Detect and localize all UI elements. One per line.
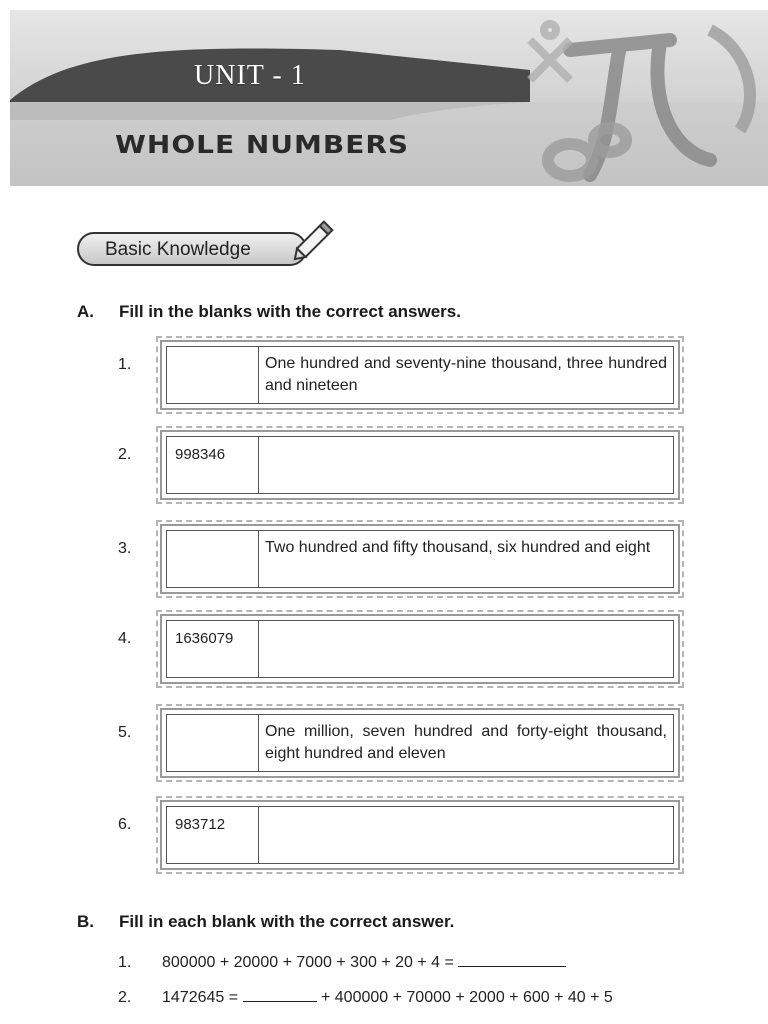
section-b-item-1-number: 1. xyxy=(118,954,132,971)
item-3-number: 3. xyxy=(118,540,132,557)
section-b-item-2-expression-left: 1472645 = xyxy=(162,989,239,1006)
section-a-instruction: Fill in the blanks with the correct answers. xyxy=(119,302,461,321)
item-5-box xyxy=(160,708,680,778)
item-4-box xyxy=(160,614,680,684)
item-4-number: 4. xyxy=(118,630,132,647)
item-3-numeral-field[interactable] xyxy=(167,531,259,587)
section-b-heading xyxy=(77,912,677,936)
item-1-numeral-field[interactable] xyxy=(167,347,259,403)
item-5-words-field[interactable]: One million, seven hundred and forty-eight thousand, eight hundred and eleven xyxy=(265,723,667,762)
item-1-box xyxy=(160,340,680,410)
unit-banner xyxy=(10,10,768,186)
item-4-numeral-field[interactable]: 1636079 xyxy=(167,621,259,677)
section-b-item-1 xyxy=(118,950,566,972)
item-2-box xyxy=(160,430,680,500)
section-b-item-2-blank[interactable] xyxy=(243,985,317,1002)
item-2-number: 2. xyxy=(118,446,132,463)
section-b-instruction: Fill in each blank with the correct answer. xyxy=(119,912,455,931)
basic-knowledge-label: Basic Knowledge xyxy=(105,239,251,260)
section-b-item-2-number: 2. xyxy=(118,989,132,1006)
section-b-item-2-expression-right: + 400000 + 70000 + 2000 + 600 + 40 + 5 xyxy=(320,989,613,1006)
item-1-words-field[interactable]: One hundred and seventy-nine thousand, three hundred and nineteen xyxy=(265,355,667,394)
section-a-letter: A. xyxy=(77,302,94,321)
banner-decoration-icon xyxy=(10,10,768,186)
section-b-letter: B. xyxy=(77,912,94,931)
item-1-number: 1. xyxy=(118,356,132,373)
section-b-item-2 xyxy=(118,985,613,1007)
item-6-box xyxy=(160,800,680,870)
section-b-item-1-expression: 800000 + 20000 + 7000 + 300 + 20 + 4 = xyxy=(162,954,454,971)
item-6-number: 6. xyxy=(118,816,132,833)
item-2-numeral-field[interactable]: 998346 xyxy=(167,437,259,493)
unit-label: UNIT - 1 xyxy=(194,60,306,91)
item-3-box xyxy=(160,524,680,594)
item-3-words-field[interactable]: Two hundred and fifty thousand, six hundred and eight xyxy=(265,539,651,556)
chapter-title: WHOLE NUMBERS xyxy=(115,129,410,160)
basic-knowledge-badge xyxy=(77,232,307,266)
item-5-numeral-field[interactable] xyxy=(167,715,259,771)
section-a-heading xyxy=(77,302,677,326)
item-5-number: 5. xyxy=(118,724,132,741)
section-b-item-1-blank[interactable] xyxy=(458,950,566,967)
pencil-icon xyxy=(286,212,342,268)
item-6-numeral-field[interactable]: 983712 xyxy=(167,807,259,863)
